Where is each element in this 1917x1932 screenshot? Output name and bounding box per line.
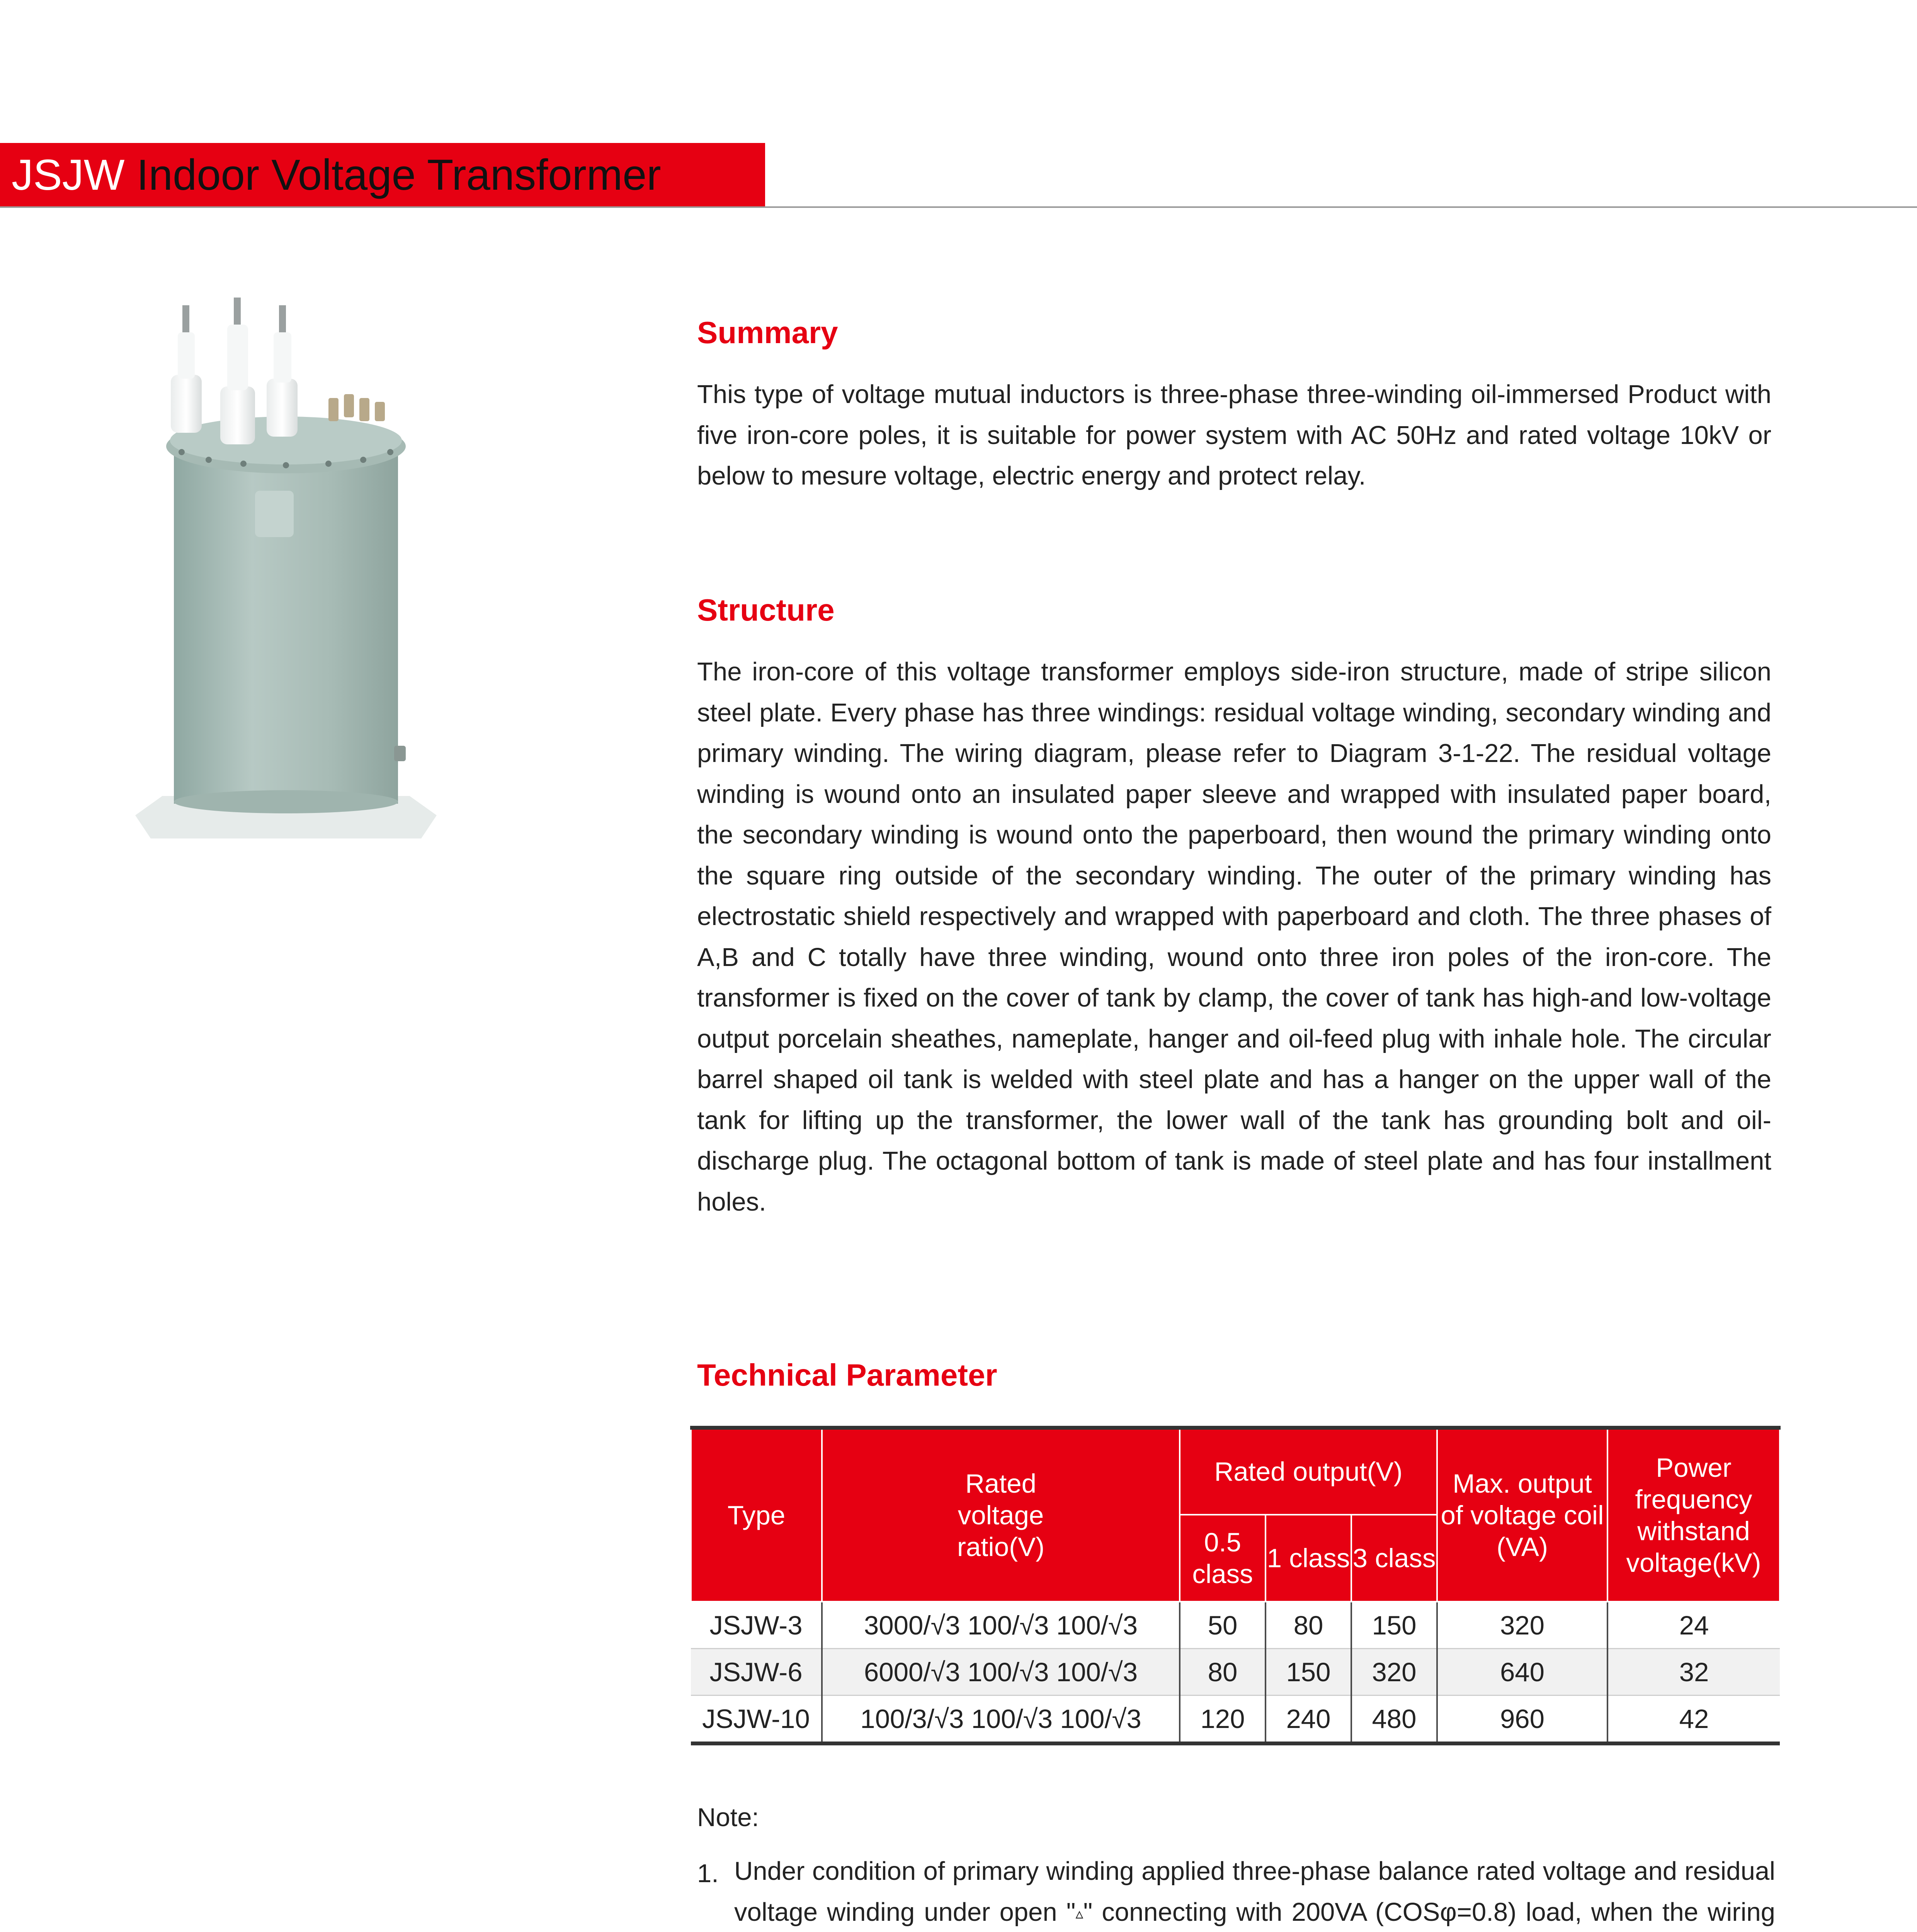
cell-ratio: 100/3/√3 100/√3 100/√3 [822, 1696, 1180, 1744]
structure-heading: Structure [697, 593, 835, 627]
cell-ratio: 3000/√3 100/√3 100/√3 [822, 1602, 1180, 1649]
structure-text: The iron-core of this voltage transformer employs side-iron structure, made of stripe silicon steel plate. Every phase has three windings: residual voltage winding, secondary winding and primary winding. The wiring diagram, please refer to Diagram 3-1-22. The residual voltage winding is wound onto an insulated paper sleeve and wrapped with insulated paper board, the secondary winding is wound onto the paperboard, then wound the primary winding onto the square ring outside of the secondary winding. The outer of the primary winding has electrostatic shield respectively and wrapped with paperboard and cloth. The three phases of A,B and C totally have three winding, wound onto three iron poles of the iron-core. The transformer is fixed on the cover of tank by clamp, the cover of tank has high-and low-voltage output porcelain sheathes, nameplate, hanger and oil-feed plug with inhale hole. The circular barrel shaped oil tank is welded with steel plate and has a hanger on the upper wall of the tank for lifting up the transformer, the lower wall of the tank has grounding bolt and oil-discharge plug. The octagonal bottom of tank is made of steel plate and has four installment holes. [697, 657, 1771, 1216]
cell-class-3: 320 [1351, 1649, 1437, 1696]
cell-max-output: 640 [1437, 1649, 1607, 1696]
cell-max-output: 320 [1437, 1602, 1607, 1649]
column-header-ratio: Rated voltage ratio(V) [822, 1428, 1180, 1602]
voltage-transformer-illustration [128, 298, 444, 846]
cell-class-1: 150 [1266, 1649, 1351, 1696]
technical-parameter-table [690, 1426, 1781, 1745]
cell-class-3: 150 [1351, 1602, 1437, 1649]
product-title: Indoor Voltage Transformer [124, 151, 661, 199]
cell-max-output: 960 [1437, 1696, 1607, 1744]
triangle-icon: ▵ [1075, 1905, 1084, 1922]
page-title [12, 143, 661, 207]
cell-class-1: 240 [1266, 1696, 1351, 1744]
column-header-class-3: 3 class [1351, 1515, 1437, 1602]
summary-text: This type of voltage mutual inductors is three-phase three-winding oil-immersed Product with five iron-core poles, it is suitable for power system with AC 50Hz and rated voltage 10kV or below to mesure voltage, electric energy and protect relay. [697, 380, 1771, 490]
cell-withstand: 24 [1607, 1602, 1780, 1649]
column-header-type: Type [691, 1428, 822, 1602]
note-number-1: 1. [697, 1859, 719, 1888]
product-code: JSJW [12, 151, 125, 199]
table-row [691, 1696, 1780, 1744]
note-text-1 [734, 1851, 1775, 1932]
cell-class-1: 80 [1266, 1602, 1351, 1649]
cell-type: JSJW-6 [691, 1649, 822, 1696]
cell-class-05: 50 [1180, 1602, 1266, 1649]
cell-class-3: 480 [1351, 1696, 1437, 1744]
cell-type: JSJW-10 [691, 1696, 822, 1744]
title-divider [0, 206, 1917, 208]
cell-class-05: 80 [1180, 1649, 1266, 1696]
column-header-max-output: Max. output of voltage coil (VA) [1437, 1428, 1607, 1602]
column-header-rated-output: Rated output(V) [1180, 1428, 1437, 1515]
note-item-1 [697, 1851, 1775, 1932]
technical-heading: Technical Parameter [697, 1358, 997, 1392]
note-text-1-part2: " connecting with 200VA (COSφ=0.8) load, when the wiring [1083, 1897, 1776, 1927]
column-header-class-05: 0.5 class [1180, 1515, 1266, 1602]
table-row [691, 1649, 1780, 1696]
cell-ratio: 6000/√3 100/√3 100/√3 [822, 1649, 1180, 1696]
cell-type: JSJW-3 [691, 1602, 822, 1649]
column-header-class-1: 1 class [1266, 1515, 1351, 1602]
cell-withstand: 42 [1607, 1696, 1780, 1744]
note-text-1-part1: Under condition of primary winding applied three-phase balance rated voltage and residual voltage winding under open " [734, 1857, 1775, 1927]
table-row [691, 1602, 1780, 1649]
column-header-withstand: Power frequency withstand voltage(kV) [1607, 1428, 1780, 1602]
summary-heading: Summary [697, 315, 838, 350]
note-label: Note: [697, 1803, 759, 1832]
cell-withstand: 32 [1607, 1649, 1780, 1696]
cell-class-05: 120 [1180, 1696, 1266, 1744]
